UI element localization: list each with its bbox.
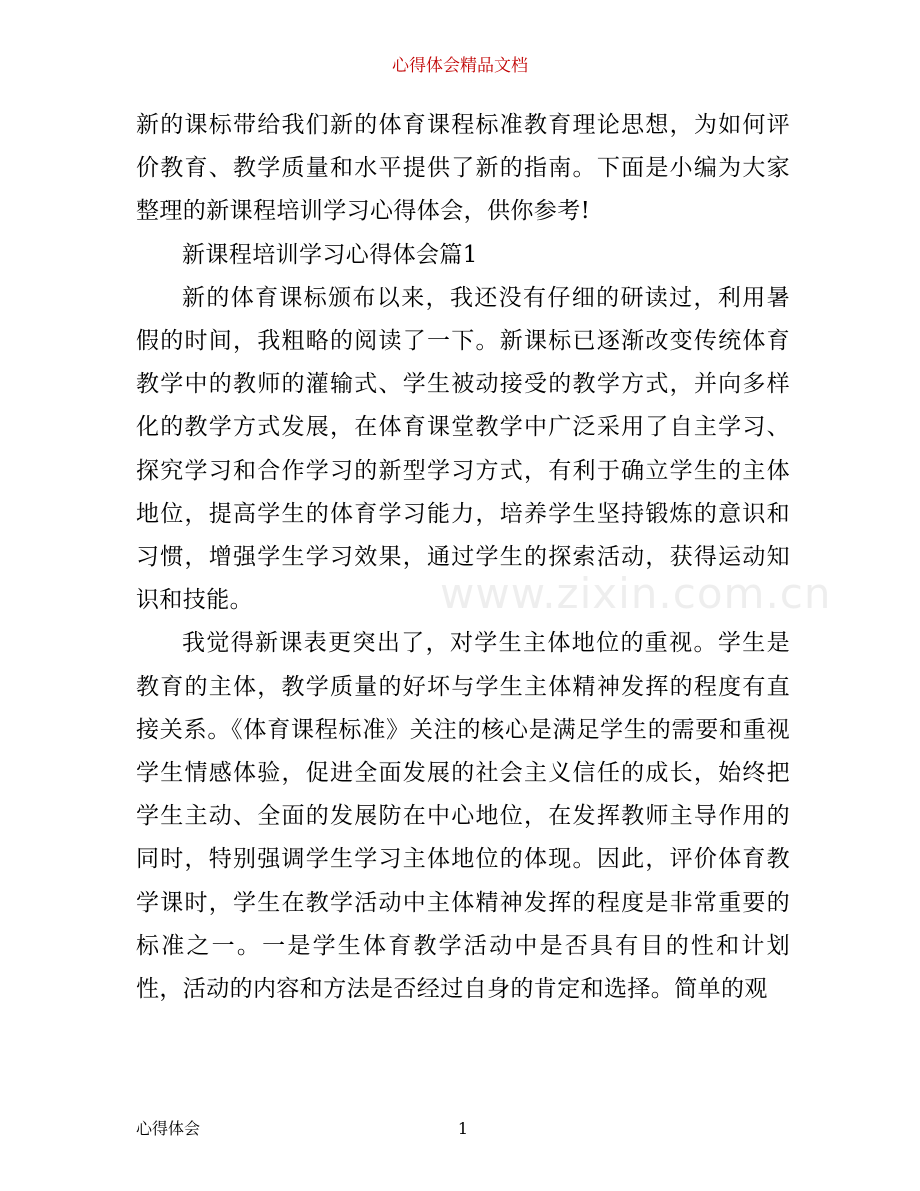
- intro-paragraph: 新的课标带给我们新的体育课程标准教育理论思想，为如何评价教育、教学质量和水平提供了新的指南。下面是小编为大家整理的新课程培训学习心得体会，供你参考!: [136, 112, 790, 225]
- page-footer: [136, 1117, 790, 1141]
- page-header-title: 心得体会精品文档: [392, 56, 528, 76]
- page-number: 1: [457, 1119, 469, 1138]
- body-paragraph: 新的体育课标颁布以来，我还没有仔细的研读过，利用暑假的时间，我粗略的阅读了一下。新课标已逐渐改变传统体育教学中的教师的灌输式、学生被动接受的教学方式，并向多样化的教学方式发展，在体育课堂教学中广泛采用了自主学习、探究学习和合作学习的新型学习方式，有利于确立学生的主体地位，提高学生的体育学习能力，培养学生坚持锻炼的意识和习惯，增强学生学习效果，通过学生的探索活动，获得运动知识和技能。: [136, 284, 790, 614]
- body-paragraph: 我觉得新课表更突出了，对学生主体地位的重视。学生是教育的主体，教学质量的好坏与学生主体精神发挥的程度有直接关系。《体育课程标准》关注的核心是满足学生的需要和重视学生情感体验，促进全面发展的社会主义信任的成长，始终把学生主动、全面的发展防在中心地位，在发挥教师主导作用的同时，特别强调学生学习主体地位的体现。因此，评价体育教学课时，学生在教学活动中主体精神发挥的程度是非常重要的标准之一。一是学生体育教学活动中是否具有目的性和计划性，活动的内容和方法是否经过自身的肯定和选择。简单的观: [136, 630, 790, 1003]
- footer-label: 心得体会: [136, 1119, 201, 1138]
- watermark: www.zixin.com.cn: [440, 569, 832, 618]
- section-heading: 新课程培训学习心得体会篇1: [182, 241, 478, 268]
- document-body: [136, 104, 832, 1011]
